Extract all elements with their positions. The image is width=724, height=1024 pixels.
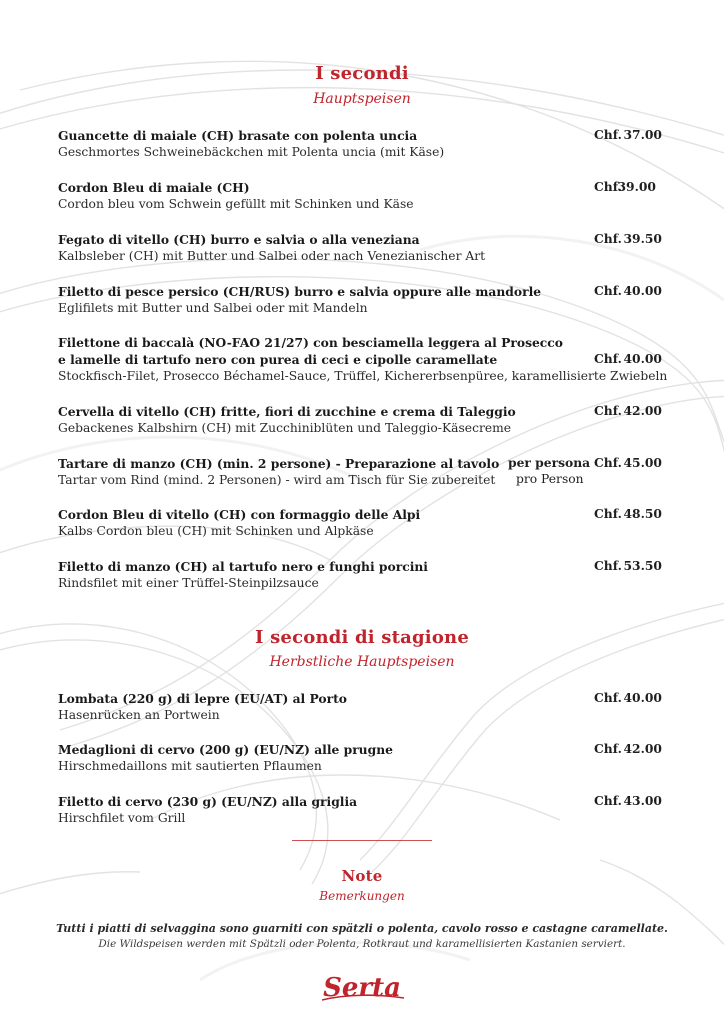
item-name: Fegato di vitello (CH) burro e salvia o alla veneziana [58,232,420,247]
item-name: Filetto di pesce persico (CH/RUS) burro e salvia oppure alle mandorle [58,284,542,299]
item-price: 39.00 [617,179,656,194]
menu-item [58,690,668,724]
item-price: 40.00 [623,690,662,705]
item-price: 40.00 [623,351,662,366]
item-price: 43.00 [623,793,662,808]
item-name: Lombata (220 g) di lepre (EU/AT) al Porto [58,691,347,706]
item-description: Stockfisch-Filet, Prosecco Béchamel-Sauce, Trüffel, Kichererbsenpüree, karamellisierte Zwiebeln [58,369,668,383]
item-price: 53.50 [623,558,662,573]
menu-item [58,231,668,265]
note-subtitle: Bemerkungen [319,889,405,903]
item-price: 45.00 [623,455,662,470]
menu-item [58,455,668,489]
item-currency: Chf. [594,506,622,521]
menu-item [58,179,668,213]
item-name: Filetto di manzo (CH) al tartufo nero e funghi porcini [58,559,428,574]
note-title: Note [341,867,383,885]
menu-item [58,558,668,592]
item-description: Kalbs Cordon bleu (CH) mit Schinken und Alpkäse [58,524,374,538]
item-description: Tartar vom Rind (mind. 2 Personen) - wird am Tisch für Sie zubereitet [58,473,496,487]
menu-item [58,506,668,540]
item-name: Tartare di manzo (CH) (min. 2 persone) - Preparazione al tavolo [58,456,500,471]
item-currency: Chf. [594,690,622,705]
item-name: Cordon Bleu di vitello (CH) con formaggio delle Alpi [58,507,421,522]
section-title-stagione: I secondi di stagione [255,627,469,648]
item-price: 42.00 [623,403,662,418]
serta-logo [312,968,412,1008]
item-currency: Chf. [594,231,622,246]
item-currency: Chf. [594,793,622,808]
item-currency: Chf. [594,558,622,573]
item-pro-person: pro Person [516,472,584,486]
menu-item [58,793,668,827]
item-name-line-2: e lamelle di tartufo nero con purea di ceci e cipolle caramellate [58,352,498,367]
item-description: Hirschmedaillons mit sautierten Pflaumen [58,759,322,773]
item-name: Guancette di maiale (CH) brasate con polenta uncia [58,128,418,143]
item-name: Filettone di baccalà (NO-FAO 21/27) con besciamella leggera al Prosecco [58,335,563,350]
section-subtitle-herbstliche: Herbstliche Hauptspeisen [269,654,455,670]
item-currency: Chf. [594,741,622,756]
note-text-italian: Tutti i piatti di selvaggina sono guarniti con spätzli o polenta, cavolo rosso e castagne caramellate. [56,922,668,935]
item-description: Cordon bleu vom Schwein gefüllt mit Schinken und Käse [58,197,414,211]
menu-item [58,403,668,437]
item-price: 42.00 [623,741,662,756]
menu-item [58,283,668,317]
item-description: Hasenrücken an Portwein [58,708,220,722]
item-name: Medaglioni di cervo (200 g) (EU/NZ) alle prugne [58,742,393,757]
item-description: Hirschfilet vom Grill [58,811,186,825]
item-price: 37.00 [623,127,662,142]
logo-text: Serta [323,973,401,1003]
item-currency: Chf. [594,351,622,366]
item-price: 48.50 [623,506,662,521]
item-name: Cordon Bleu di maiale (CH) [58,180,250,195]
item-price: 40.00 [623,283,662,298]
item-currency: Chf. [594,127,622,142]
divider [292,840,432,841]
menu-item [58,741,668,775]
item-price: 39.50 [623,231,662,246]
item-per-person: per persona [508,455,591,470]
menu-item [58,127,668,161]
item-description: Gebackenes Kalbshirn (CH) mit Zucchiniblüten und Taleggio-Käsecreme [58,421,512,435]
section-subtitle-hauptspeisen: Hauptspeisen [313,91,411,107]
menu-item [58,334,668,385]
item-currency: Chf. [594,283,622,298]
item-name: Cervella di vitello (CH) fritte, fiori di zucchine e crema di Taleggio [58,404,516,419]
item-description: Geschmortes Schweinebäckchen mit Polenta uncia (mit Käse) [58,145,445,159]
item-description: Rindsfilet mit einer Trüffel-Steinpilzsauce [58,576,319,590]
item-description: Eglifilets mit Butter und Salbei oder mit Mandeln [58,301,368,315]
item-name: Filetto di cervo (230 g) (EU/NZ) alla griglia [58,794,358,809]
item-currency: Chf. [594,179,622,194]
item-currency: Chf. [594,403,622,418]
item-description: Kalbsleber (CH) mit Butter und Salbei oder nach Venezianischer Art [58,249,486,263]
note-text-german: Die Wildspeisen werden mit Spätzli oder Polenta, Rotkraut und karamellisierten Kastanien serviert. [98,938,626,950]
item-currency: Chf. [594,455,622,470]
section-title-secondi: I secondi [315,63,409,84]
